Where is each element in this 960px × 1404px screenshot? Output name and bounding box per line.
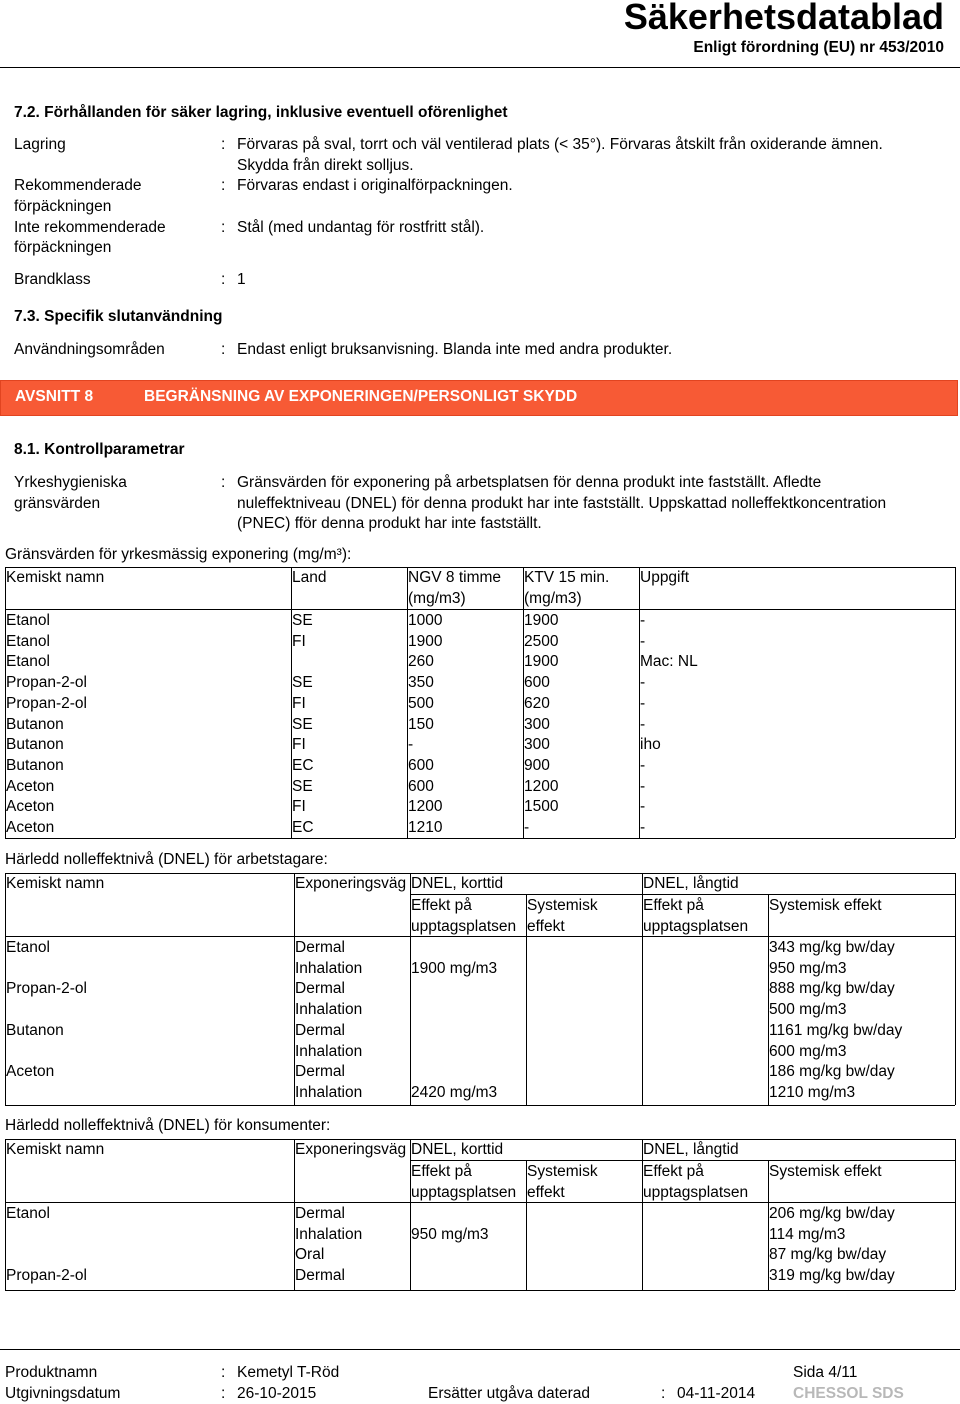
oel-label: Yrkeshygieniska bbox=[14, 474, 127, 491]
dnel-subheader: effekt bbox=[527, 918, 565, 935]
dnel-column-header: DNEL, korttid bbox=[411, 1141, 504, 1158]
table-rule bbox=[5, 609, 955, 610]
dnel-column-header: Kemiskt namn bbox=[6, 1141, 105, 1158]
dnel-column-header: DNEL, långtid bbox=[643, 1141, 739, 1158]
oel-cell: - bbox=[640, 694, 646, 712]
section-title: BEGRÄNSNING AV EXPONERINGEN/PERSONLIGT SKYDD bbox=[144, 388, 578, 405]
dnel-cell: Etanol bbox=[6, 1205, 50, 1222]
oel-cell: SE bbox=[292, 612, 313, 629]
storage-value: Förvaras på sval, torrt och väl ventilerad plats (< 35°). Förvaras åtskilt från oxiderande ämnen. bbox=[237, 136, 883, 153]
dnel-cell: Inhalation bbox=[295, 959, 363, 977]
colon: : bbox=[221, 136, 226, 153]
dnel-cell: Oral bbox=[295, 1246, 325, 1264]
dnel-cell: Inhalation bbox=[295, 1225, 363, 1243]
table-rule bbox=[5, 1105, 955, 1106]
oel-cell: - bbox=[640, 674, 646, 692]
oel-cell: 300 bbox=[524, 736, 550, 754]
issue-date-label: Utgivningsdatum bbox=[5, 1385, 121, 1402]
oel-cell: iho bbox=[640, 736, 661, 754]
page-number: Sida 4/11 bbox=[793, 1364, 858, 1381]
dnel-cell: 87 mg/kg bw/day bbox=[769, 1246, 887, 1264]
dnel-cell: 600 mg/m3 bbox=[769, 1042, 847, 1060]
oel-cell: 1500 bbox=[524, 798, 559, 816]
dnel-cell: 950 mg/m3 bbox=[411, 1225, 489, 1243]
oel-cell: 350 bbox=[408, 674, 434, 692]
oel-cell: Aceton bbox=[6, 777, 55, 795]
oel-cell: 260 bbox=[408, 653, 434, 671]
oel-text-line-2: nuleffektniveau (DNEL) för denna produkt har inte fastställt. Uppskattad nolleffektkoncentration bbox=[237, 495, 887, 512]
table-rule bbox=[955, 567, 956, 838]
oel-cell: 1900 bbox=[408, 632, 443, 650]
dnel-cell: 319 mg/kg bw/day bbox=[769, 1267, 895, 1285]
oel-cell: 2500 bbox=[524, 632, 559, 650]
oel-column-header: NGV 8 timme bbox=[408, 569, 502, 586]
dnel-cell: 2420 mg/m3 bbox=[411, 1083, 498, 1101]
dnel-consumers-caption: Härledd nolleffektnivå (DNEL) för konsumenter: bbox=[5, 1117, 331, 1134]
colon: : bbox=[221, 474, 226, 491]
colon: : bbox=[221, 1364, 226, 1381]
dnel-column-header: DNEL, långtid bbox=[643, 875, 739, 892]
oel-label-2: gränsvärden bbox=[14, 495, 101, 512]
oel-cell: - bbox=[640, 756, 646, 774]
oel-cell: 620 bbox=[524, 694, 550, 712]
dnel-cell: Propan-2-ol bbox=[6, 980, 87, 998]
oel-cell: FI bbox=[292, 736, 306, 754]
issue-date-value: 26-10-2015 bbox=[237, 1385, 317, 1402]
recommended-value: Förvaras endast i originalförpackningen. bbox=[237, 177, 513, 194]
section-8-banner bbox=[0, 380, 958, 416]
oel-cell: 1000 bbox=[408, 612, 443, 629]
colon: : bbox=[221, 271, 226, 288]
oel-text-line-3: (PNEC) fför denna produkt har inte fastställt. bbox=[237, 515, 542, 532]
storage-value-2: Skydda från direkt solljus. bbox=[237, 157, 414, 174]
dnel-cell: 500 mg/m3 bbox=[769, 1001, 847, 1019]
table-rule bbox=[5, 838, 955, 839]
dnel-subheader: Systemisk effekt bbox=[769, 1163, 882, 1180]
oel-cell: 600 bbox=[524, 674, 550, 692]
dnel-cell: Inhalation bbox=[295, 1001, 363, 1019]
colon: : bbox=[221, 177, 226, 194]
not-recommended-label-2: förpäckningen bbox=[14, 239, 112, 256]
oel-cell: Etanol bbox=[6, 612, 50, 629]
dnel-cell: Dermal bbox=[295, 980, 345, 998]
dnel-subheader: Effekt på bbox=[411, 897, 472, 914]
dnel-subheader: upptagsplatsen bbox=[411, 918, 517, 935]
oel-cell: - bbox=[640, 777, 646, 795]
dnel-subheader: Effekt på bbox=[411, 1163, 472, 1180]
oel-cell: - bbox=[524, 819, 530, 836]
dnel-subheader: Systemisk bbox=[527, 897, 598, 914]
dnel-cell: Dermal bbox=[295, 939, 345, 956]
colon: : bbox=[221, 341, 226, 358]
oel-cell: - bbox=[640, 632, 646, 650]
dnel-cell: 888 mg/kg bw/day bbox=[769, 980, 895, 998]
oel-cell: 1200 bbox=[408, 798, 443, 816]
table-rule bbox=[410, 894, 955, 895]
document-subtitle: Enligt förordning (EU) nr 453/2010 bbox=[693, 39, 944, 56]
section-7-3-heading: 7.3. Specifik slutanvändning bbox=[14, 308, 223, 325]
dnel-subheader: Systemisk effekt bbox=[769, 897, 882, 914]
colon: : bbox=[661, 1385, 666, 1402]
replaces-value: 04-11-2014 bbox=[677, 1385, 756, 1402]
oel-cell: - bbox=[640, 819, 646, 836]
dnel-column-header: Exponeringsväg bbox=[295, 875, 407, 892]
dnel-cell: 950 mg/m3 bbox=[769, 959, 847, 977]
oel-cell: Butanon bbox=[6, 736, 64, 754]
header-divider bbox=[0, 67, 960, 68]
oel-cell: - bbox=[640, 715, 646, 733]
dnel-cell: Inhalation bbox=[295, 1083, 363, 1101]
use-area-label: Användningsområden bbox=[14, 341, 165, 358]
fire-class-value: 1 bbox=[237, 271, 246, 288]
oel-cell: Etanol bbox=[6, 653, 50, 671]
dnel-subheader: Systemisk bbox=[527, 1163, 598, 1180]
storage-label: Lagring bbox=[14, 136, 66, 153]
oel-cell: SE bbox=[292, 674, 313, 692]
dnel-column-header: Exponeringsväg bbox=[295, 1141, 407, 1158]
oel-cell: 1900 bbox=[524, 612, 559, 629]
dnel-cell: Aceton bbox=[6, 1063, 55, 1081]
oel-cell: Propan-2-ol bbox=[6, 674, 87, 692]
dnel-subheader: effekt bbox=[527, 1184, 565, 1201]
dnel-cell: 343 mg/kg bw/day bbox=[769, 939, 895, 956]
oel-cell: Propan-2-ol bbox=[6, 694, 87, 712]
dnel-column-header: DNEL, korttid bbox=[411, 875, 504, 892]
dnel-cell: Dermal bbox=[295, 1063, 345, 1081]
dnel-cell: Inhalation bbox=[295, 1042, 363, 1060]
dnel-cell: 186 mg/kg bw/day bbox=[769, 1063, 895, 1081]
product-name-label: Produktnamn bbox=[5, 1364, 98, 1381]
oel-cell: Mac: NL bbox=[640, 653, 698, 671]
oel-cell: Aceton bbox=[6, 798, 55, 816]
dnel-subheader: upptagsplatsen bbox=[643, 918, 749, 935]
dnel-cell: 206 mg/kg bw/day bbox=[769, 1205, 895, 1222]
oel-cell: 1900 bbox=[524, 653, 559, 671]
dnel-workers-caption: Härledd nolleffektnivå (DNEL) för arbetstagare: bbox=[5, 851, 328, 868]
dnel-cell: 1161 mg/kg bw/day bbox=[769, 1021, 903, 1039]
oel-cell: Butanon bbox=[6, 715, 64, 733]
dnel-cell: 1210 mg/m3 bbox=[769, 1083, 856, 1101]
document-title: Säkerhetsdatablad bbox=[623, 0, 944, 37]
oel-cell: 1210 bbox=[408, 819, 443, 836]
oel-cell: FI bbox=[292, 798, 306, 816]
dnel-cell: Dermal bbox=[295, 1205, 345, 1222]
oel-cell: - bbox=[640, 798, 646, 816]
colon: : bbox=[221, 219, 226, 236]
oel-cell: Aceton bbox=[6, 819, 55, 836]
footer-divider bbox=[0, 1349, 960, 1350]
oel-cell: FI bbox=[292, 632, 306, 650]
oel-cell: Etanol bbox=[6, 632, 50, 650]
table-rule bbox=[5, 1290, 955, 1291]
dnel-cell: Etanol bbox=[6, 939, 50, 956]
dnel-cell: 1900 mg/m3 bbox=[411, 959, 498, 977]
oel-cell: SE bbox=[292, 715, 313, 733]
oel-table-caption: Gränsvärden för yrkesmässig exponering (mg/m³): bbox=[5, 546, 352, 563]
oel-column-header: Uppgift bbox=[640, 569, 690, 586]
not-recommended-value: Stål (med undantag för rostfritt stål). bbox=[237, 219, 485, 236]
oel-cell: SE bbox=[292, 777, 313, 795]
oel-cell: 150 bbox=[408, 715, 434, 733]
dnel-cell: Dermal bbox=[295, 1267, 345, 1285]
section-number: AVSNITT 8 bbox=[15, 388, 94, 405]
oel-cell: - bbox=[640, 612, 646, 629]
brand-logo-text: CHESSOL SDS bbox=[793, 1385, 904, 1402]
dnel-subheader: Effekt på bbox=[643, 897, 704, 914]
oel-cell: EC bbox=[292, 756, 314, 774]
oel-column-header: Kemiskt namn bbox=[6, 569, 105, 586]
fire-class-label: Brandklass bbox=[14, 271, 91, 288]
dnel-subheader: Effekt på bbox=[643, 1163, 704, 1180]
recommended-label-2: förpäckningen bbox=[14, 198, 112, 215]
dnel-cell: Butanon bbox=[6, 1021, 64, 1039]
oel-cell: 900 bbox=[524, 756, 550, 774]
oel-cell: Butanon bbox=[6, 756, 64, 774]
oel-cell: EC bbox=[292, 819, 314, 836]
oel-cell: - bbox=[408, 736, 414, 754]
dnel-subheader: upptagsplatsen bbox=[643, 1184, 749, 1201]
oel-column-header: (mg/m3) bbox=[408, 590, 466, 607]
table-rule bbox=[410, 1160, 955, 1161]
dnel-cell: 114 mg/m3 bbox=[769, 1225, 846, 1243]
oel-cell: 300 bbox=[524, 715, 550, 733]
dnel-cell: Propan-2-ol bbox=[6, 1267, 87, 1285]
oel-column-header: KTV 15 min. bbox=[524, 569, 610, 586]
oel-column-header: Land bbox=[292, 569, 327, 586]
section-7-2-heading: 7.2. Förhållanden för säker lagring, inklusive eventuell oförenlighet bbox=[14, 104, 508, 121]
oel-cell: FI bbox=[292, 694, 306, 712]
replaces-label: Ersätter utgåva daterad bbox=[428, 1385, 590, 1402]
section-8-1-heading: 8.1. Kontrollparametrar bbox=[14, 441, 185, 458]
oel-cell: 600 bbox=[408, 756, 434, 774]
oel-cell: 1200 bbox=[524, 777, 559, 795]
oel-cell: 600 bbox=[408, 777, 434, 795]
product-name-value: Kemetyl T-Röd bbox=[237, 1364, 340, 1381]
use-area-value: Endast enligt bruksanvisning. Blanda inte med andra produkter. bbox=[237, 341, 673, 358]
oel-column-header: (mg/m3) bbox=[524, 590, 582, 607]
dnel-column-header: Kemiskt namn bbox=[6, 875, 105, 892]
dnel-subheader: upptagsplatsen bbox=[411, 1184, 517, 1201]
dnel-cell: Dermal bbox=[295, 1021, 345, 1039]
table-rule bbox=[955, 873, 956, 1105]
colon: : bbox=[221, 1385, 226, 1402]
table-rule bbox=[955, 1139, 956, 1290]
not-recommended-label: Inte rekommenderade bbox=[14, 219, 166, 236]
recommended-label: Rekommenderade bbox=[14, 177, 142, 194]
oel-cell: 500 bbox=[408, 694, 434, 712]
oel-text-line-1: Gränsvärden för exponering på arbetsplatsen för denna produkt inte fastställt. Afledte bbox=[237, 474, 822, 491]
